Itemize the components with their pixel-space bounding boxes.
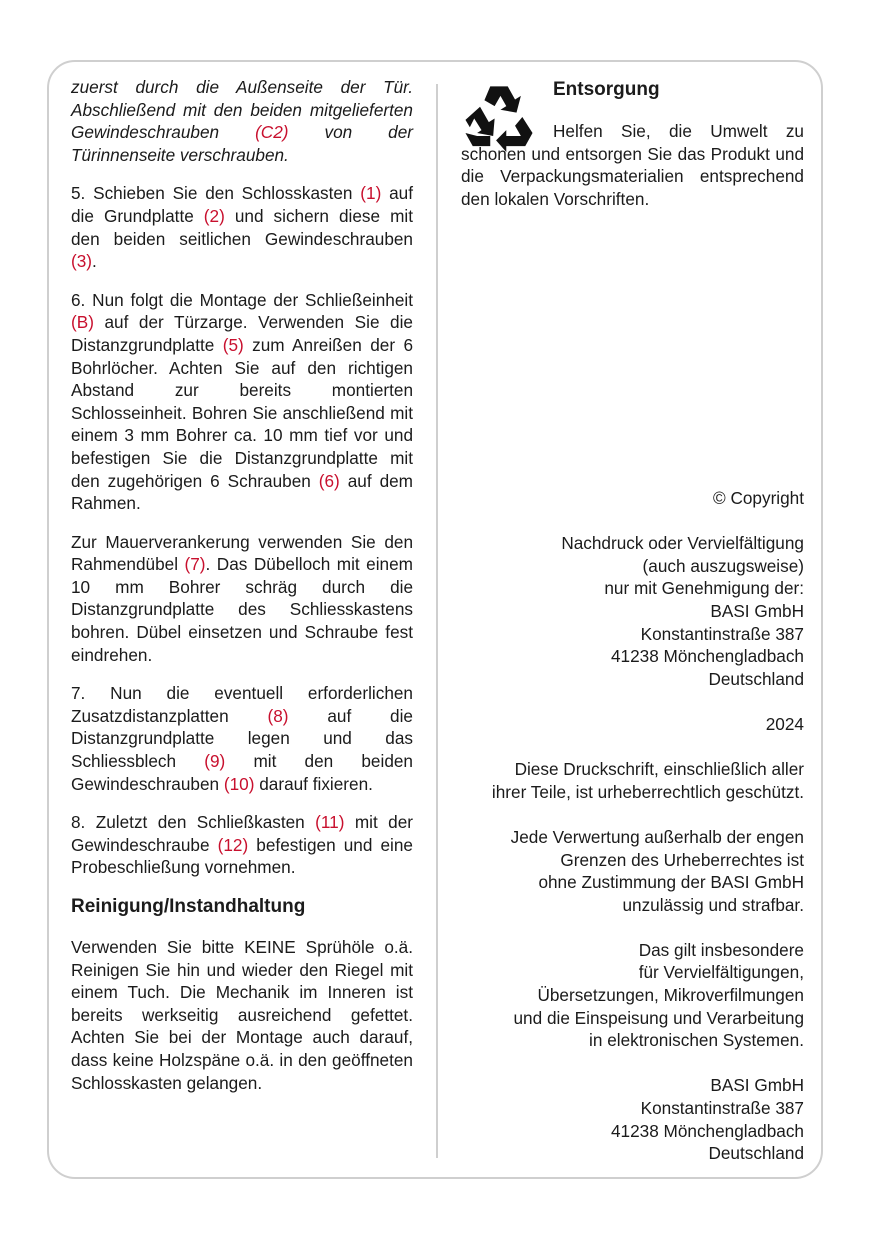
copyright-block: 2024 (765, 713, 804, 734)
column-divider (436, 84, 438, 1158)
copyright-section (461, 487, 804, 1187)
intro-paragraph: zuerst durch die Außenseite der Tür. Abschließend mit den beiden mitgelieferten Gewindeschrauben (C2) von der Türinnenseite verschrauben. (71, 77, 413, 165)
ref-c2: (C2) (255, 122, 289, 143)
copyright-block: Jede Verwertung außerhalb der engen Grenzen des Urheberrechtes ist ohne Zustimmung der BASI GmbH unzulässig und strafbar. (510, 826, 804, 915)
anchor-paragraph: Zur Mauerverankerung verwenden Sie den Rahmendübel (7). Das Dübelloch mit einem 10 mm Bohrer schräg durch die Distanzgrundplatte des Schliesskastens bohren. Dübel einsetzen und Schraube fest eindrehen. (71, 531, 413, 665)
copyright-block: Nachdruck oder Vervielfältigung (auch auszugsweise) nur mit Genehmigung der: BASI GmbH Konstantinstraße 387 41238 Mönchengladbach Deutschland (561, 533, 804, 689)
step-6: 6. Nun folgt die Montage der Schließeinheit (B) auf der Türzarge. Verwenden Sie die Distanzgrundplatte (5) zum Anreißen der 6 Bohrlöcher. Achten Sie auf den richtigen Abstand zur bereits montierten Schlosseinheit. Bohren Sie anschließend mit einem 3 mm Bohrer ca. 10 mm tief vor und befestigen Sie die Distanzgrundplatte mit den zugehörigen 6 Schrauben (6) auf dem Rahmen. (71, 289, 413, 514)
copyright-block: Das gilt insbesondere für Vervielfältigungen, Übersetzungen, Mikroverfilmungen und die Einspeisung und Verarbeitung in elektronischen Systemen. (513, 939, 804, 1051)
copyright-block: © Copyright (713, 488, 804, 508)
copyright-block: Diese Druckschrift, einschließlich aller ihrer Teile, ist urheberrechtlich geschützt. (491, 759, 804, 802)
step-8: 8. Zuletzt den Schließkasten (11) mit der Gewindeschraube (12) befestigen und eine Probeschließung vornehmen. (71, 812, 413, 878)
copyright-block: BASI GmbH Konstantinstraße 387 41238 Mönchengladbach Deutschland (610, 1075, 804, 1164)
cleaning-heading: Reinigung/Instandhaltung (71, 896, 306, 917)
cleaning-paragraph: Verwenden Sie bitte KEINE Sprühöle o.ä. Reinigen Sie hin und wieder den Riegel mit einem Tuch. Die Mechanik im Inneren ist bereits werkseitig ausreichend gefettet. Achten Sie bei der Montage auch darauf, dass keine Holzspäne o.ä. in den geöffneten Schlosskasten gelangen. (71, 937, 413, 1093)
entsorgung-paragraph: Helfen Sie, die Umwelt zu schonen und entsorgen Sie das Produkt und die Verpackungsmaterialien entsprechend den lokalen Vorschriften. (461, 121, 804, 209)
step-7: 7. Nun die eventuell erforderlichen Zusatzdistanzplatten (8) auf die Distanzgrundplatte legen und das Schliessblech (9) mit den beiden Gewindeschrauben (10) darauf fixieren. (71, 683, 413, 794)
left-column (71, 76, 413, 1110)
step-5: 5. Schieben Sie den Schlosskasten (1) auf die Grundplatte (2) und sichern diese mit den beiden seitlichen Gewindeschrauben (3). (71, 183, 413, 272)
entsorgung-heading: Entsorgung (553, 79, 660, 100)
